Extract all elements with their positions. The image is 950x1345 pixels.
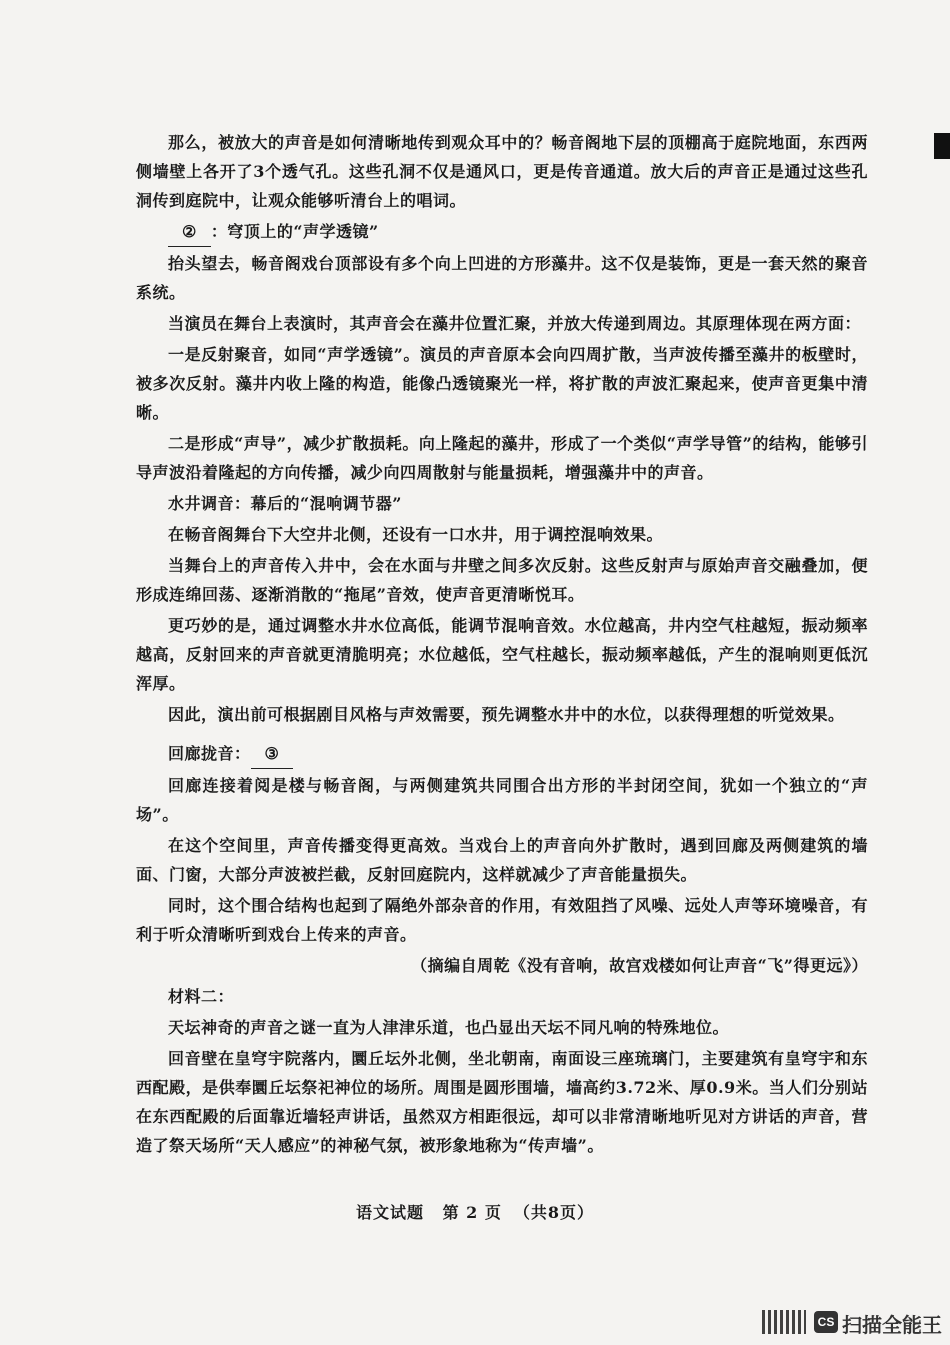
answer-blank-3[interactable]: ③ — [251, 739, 294, 769]
footer-total-pages: （共8页） — [513, 1203, 594, 1222]
paragraph: 抬头望去，畅音阁戏台顶部设有多个向上凹进的方形藻井。这不仅是装饰，更是一套天然的聚音系统。 — [136, 254, 868, 302]
paragraph: 在畅音阁舞台下大空井北侧，还设有一口水井，用于调控混响效果。 — [168, 525, 664, 544]
paragraph: 因此，演出前可根据剧目风格与声效需要，预先调整水井中的水位，以获得理想的听觉效果。 — [168, 705, 845, 724]
paragraph: 同时，这个围合结构也起到了隔绝外部杂音的作用，有效阻挡了风噪、远处人声等环境噪音，有利于听众清晰听到戏台上传来的声音。 — [136, 896, 868, 944]
article-body — [136, 128, 868, 1162]
section-heading-text: 回廊拢音： — [168, 744, 251, 763]
section-heading-text: ：穹顶上的“声学透镜” — [210, 222, 379, 241]
paragraph: 天坛神奇的声音之谜一直为人津津乐道，也凸显出天坛不同凡响的特殊地位。 — [168, 1018, 730, 1037]
paragraph: 那么，被放大的声音是如何清晰地传到观众耳中的？畅音阁地下层的顶棚高于庭院地面，东西两侧墙壁上各开了3个透气孔。这些孔洞不仅是通风口，更是传音通道。放大后的声音正是通过这些孔洞传到庭院中，让观众能够听清台上的唱词。 — [136, 133, 868, 210]
paragraph: 回廊连接着阅是楼与畅音阁，与两侧建筑共同围合出方形的半封闭空间，犹如一个独立的“声场”。 — [136, 776, 868, 824]
paragraph: 在这个空间里，声音传播变得更高效。当戏台上的声音向外扩散时，遇到回廊及两侧建筑的墙面、门窗，大部分声波被拦截，反射回庭院内，这样就减少了声音能量损失。 — [136, 836, 868, 884]
section-heading-2 — [136, 217, 868, 247]
material-two-heading: 材料二： — [168, 987, 235, 1006]
paragraph: 回音壁在皇穹宇院落内，圜丘坛外北侧，坐北朝南，南面设三座琉璃门，主要建筑有皇穹宇和东西配殿，是供奉圜丘坛祭祀神位的场所。周围是圆形围墙，墙高约3.72米、厚0.9米。当人们分别站在东西配殿的后面靠近墙轻声讲话，虽然双方相距很远，却可以非常清晰地听见对方讲话的声音，营造了祭天场所“天人感应”的神秘气氛，被形象地称为“传声墙”。 — [136, 1049, 868, 1155]
paragraph: 一是反射聚音，如同“声学透镜”。演员的声音原本会向四周扩散，当声波传播至藻井的板壁时，被多次反射。藻井内收上隆的构造，能像凸透镜聚光一样，将扩散的声波汇聚起来，使声音更集中清晰。 — [136, 345, 868, 422]
section-heading-corridor — [136, 739, 868, 769]
footer-subject: 语文试题 — [355, 1203, 424, 1222]
paragraph: 当演员在舞台上表演时，其声音会在藻井位置汇聚，并放大传递到周边。其原理体现在两方面： — [168, 314, 862, 333]
footer-page-number: 第 2 页 — [442, 1203, 502, 1222]
scanner-watermark: 扫描全能王 — [842, 1313, 942, 1337]
qr-code-icon — [762, 1310, 806, 1334]
page-footer — [0, 1200, 950, 1223]
answer-blank-2[interactable]: ② — [168, 217, 211, 247]
paragraph: 二是形成“声导”，减少扩散损耗。向上隆起的藻井，形成了一个类似“声学导管”的结构，能够引导声波沿着隆起的方向传播，减少向四周散射与能量损耗，增强藻井中的声音。 — [136, 434, 868, 482]
scanner-logo-icon: CS — [814, 1311, 838, 1333]
paragraph: 更巧妙的是，通过调整水井水位高低，能调节混响音效。水位越高，井内空气柱越短，振动频率越高，反射回来的声音就更清脆明亮；水位越低，空气柱越长，振动频率越低，产生的混响则更低沉浑厚。 — [136, 616, 868, 693]
paragraph: 当舞台上的声音传入井中，会在水面与井壁之间多次反射。这些反射声与原始声音交融叠加，便形成连绵回荡、逐渐消散的“拖尾”音效，使声音更清晰悦耳。 — [136, 556, 868, 604]
source-citation: （摘编自周乾《没有音响，故宫戏楼如何让声音“飞”得更远》） — [411, 956, 868, 975]
section-heading-water-well: 水井调音：幕后的“混响调节器” — [168, 494, 402, 513]
page-edge-marker — [934, 133, 950, 159]
